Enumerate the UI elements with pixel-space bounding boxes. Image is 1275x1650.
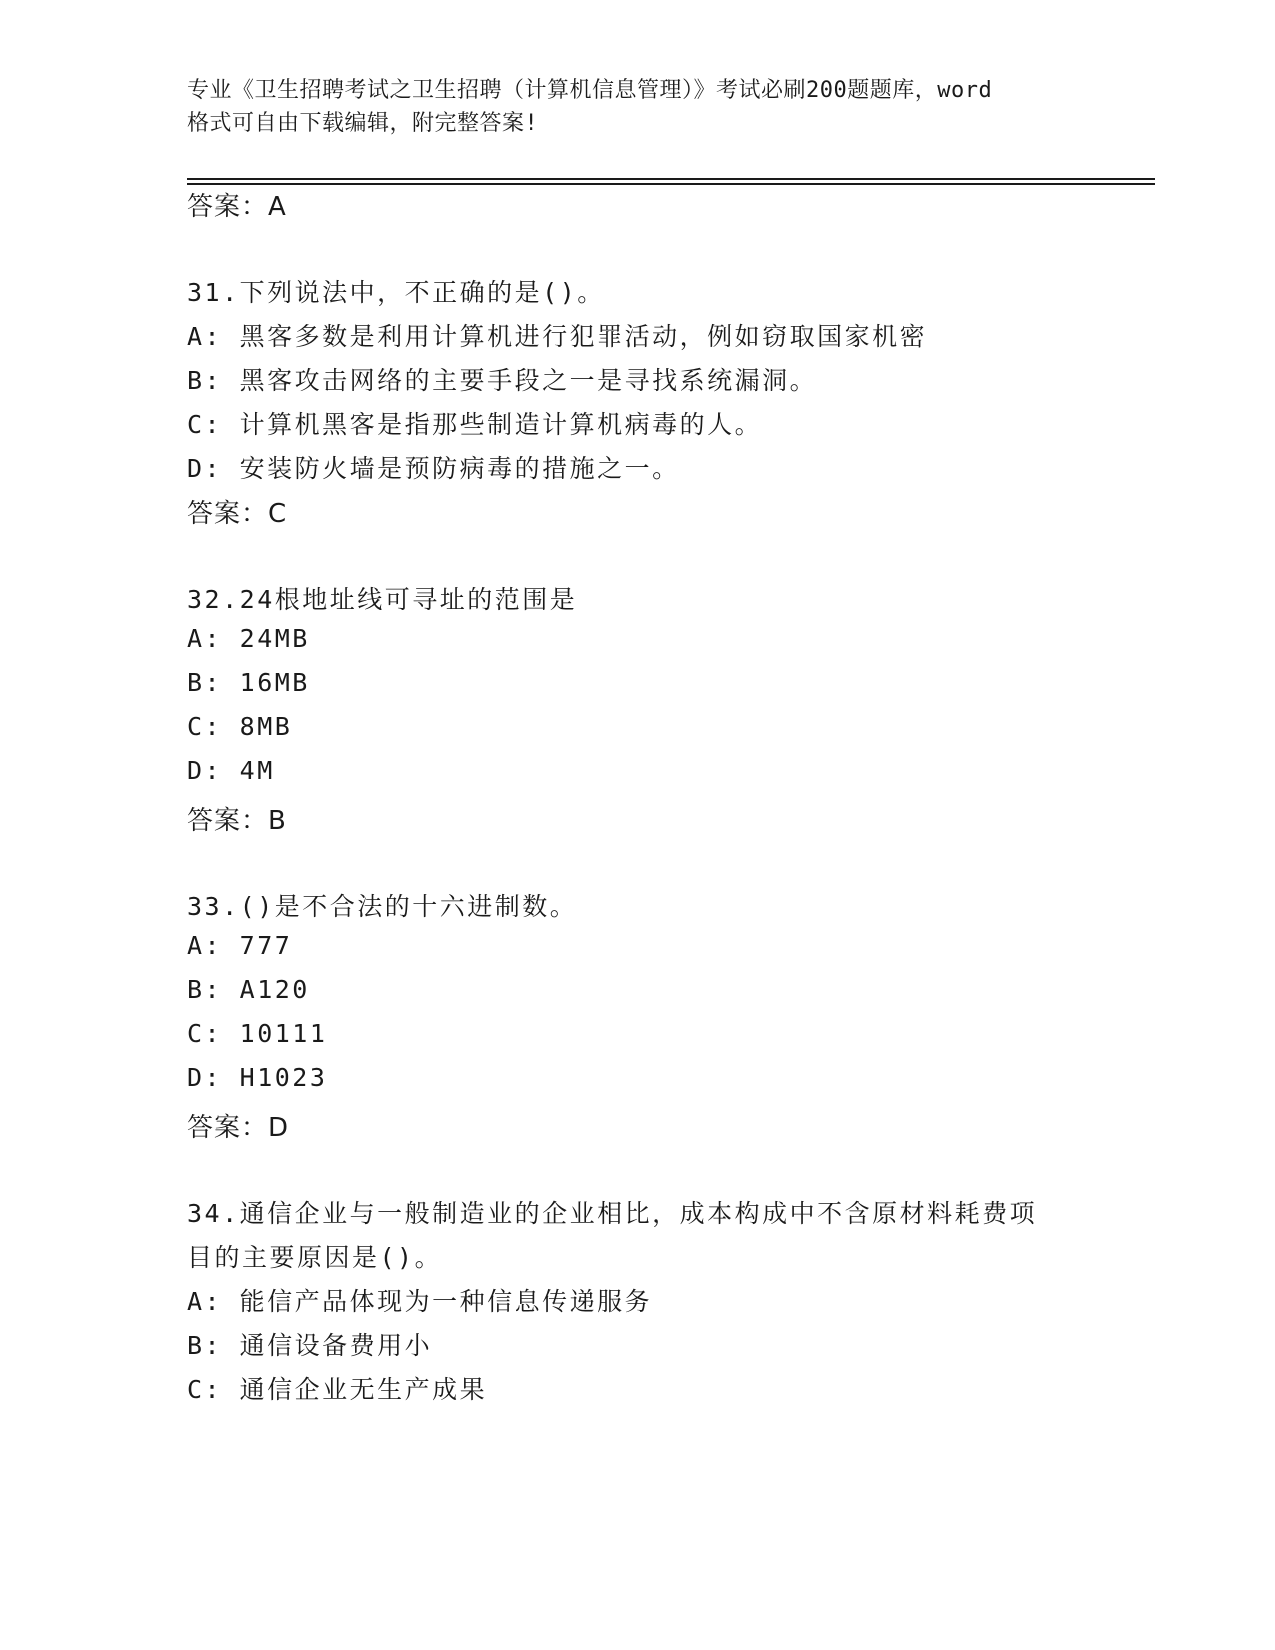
question-31-option-d: D: 安装防火墙是预防病毒的措施之一。 [187, 454, 680, 483]
question-34-option-b: B: 通信设备费用小 [187, 1331, 433, 1360]
document-header [187, 74, 1087, 140]
header-line-2: 格式可自由下载编辑，附完整答案! [187, 111, 539, 136]
question-31-option-b: B: 黑客攻击网络的主要手段之一是寻找系统漏洞。 [187, 366, 818, 395]
header-line-1: 专业《卫生招聘考试之卫生招聘（计算机信息管理）》考试必刷200题题库，word [187, 78, 993, 103]
question-34-stem-line-1: 34.通信企业与一般制造业的企业相比，成本构成中不含原材料耗费项 [187, 1199, 1038, 1228]
question-34-option-a: A: 能信产品体现为一种信息传递服务 [187, 1287, 653, 1316]
question-32-option-c: C: 8MB [187, 712, 293, 741]
question-32-stem: 32.24根地址线可寻址的范围是 [187, 585, 578, 614]
question-33-option-d: D: H1023 [187, 1063, 328, 1092]
question-32-option-a: A: 24MB [187, 624, 310, 653]
question-32-option-b: B: 16MB [187, 668, 310, 697]
question-34-stem-line-2: 目的主要原因是()。 [187, 1243, 443, 1272]
question-32-answer: 答案：B [187, 806, 287, 836]
question-34-option-c: C: 通信企业无生产成果 [187, 1375, 488, 1404]
question-31-answer: 答案：C [187, 499, 288, 529]
question-33-option-b: B: A120 [187, 975, 310, 1004]
answer-previous: 答案：A [187, 192, 287, 222]
question-33-option-a: A: 777 [187, 931, 293, 960]
question-33-stem: 33.()是不合法的十六进制数。 [187, 892, 578, 921]
header-divider-top [187, 178, 1155, 180]
question-31-option-a: A: 黑客多数是利用计算机进行犯罪活动，例如窃取国家机密 [187, 322, 928, 351]
question-31-option-c: C: 计算机黑客是指那些制造计算机病毒的人。 [187, 410, 763, 439]
question-33-option-c: C: 10111 [187, 1019, 328, 1048]
question-31-stem: 31.下列说法中，不正确的是()。 [187, 278, 605, 307]
question-32-option-d: D: 4M [187, 756, 275, 785]
question-33-answer: 答案：D [187, 1113, 290, 1143]
header-divider-bottom [187, 183, 1155, 185]
